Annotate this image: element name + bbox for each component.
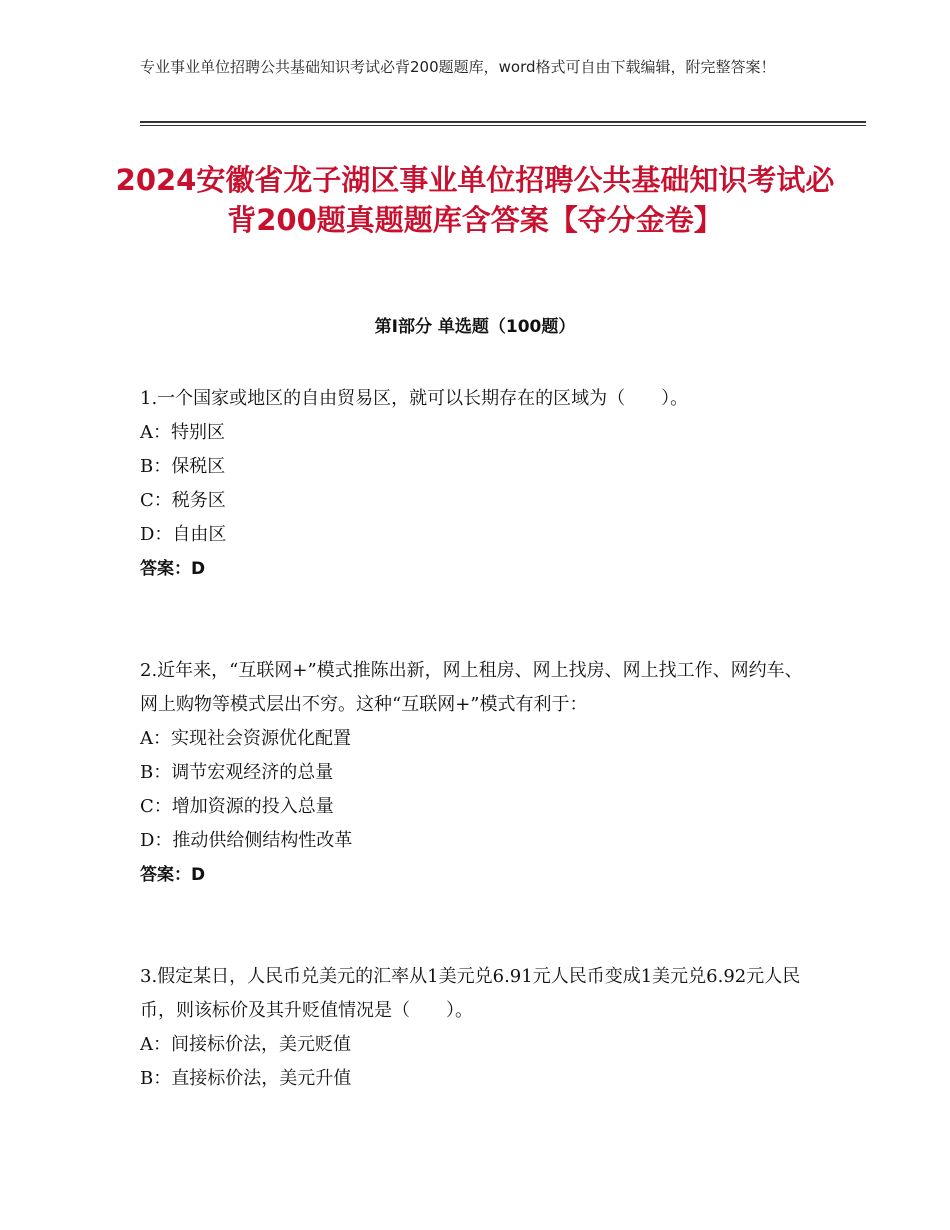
option-a: A：间接标价法，美元贬值 (140, 1034, 351, 1055)
question-stem: 1.一个国家或地区的自由贸易区，就可以长期存在的区域为（ ）。 (140, 388, 689, 409)
option-c: C：增加资源的投入总量 (140, 796, 334, 817)
section-heading: 第Ⅰ部分 单选题（100题） (374, 317, 576, 337)
option-d: D：推动供给侧结构性改革 (140, 830, 353, 851)
header-rule-thin (140, 125, 866, 126)
option-a: A：实现社会资源优化配置 (140, 728, 351, 749)
option-b: B：保税区 (140, 456, 226, 477)
option-b: B：直接标价法，美元升值 (140, 1068, 352, 1089)
option-d: D：自由区 (140, 524, 227, 545)
question-1 (140, 382, 820, 586)
answer: 答案：D (140, 865, 206, 885)
option-b: B：调节宏观经济的总量 (140, 762, 334, 783)
answer: 答案：D (140, 559, 206, 579)
question-stem: 3.假定某日，人民币兑美元的汇率从1美元兑6.91元人民币变成1美元兑6.92元人民币，则该标价及其升贬值情况是（ ）。 (140, 966, 801, 1021)
header-note: 专业事业单位招聘公共基础知识考试必背200题题库，word格式可自由下载编辑，附完整答案！ (140, 58, 776, 76)
header-rule (140, 121, 866, 123)
document-title: 2024安徽省龙子湖区事业单位招聘公共基础知识考试必背200题真题题库含答案【夺分金卷】 (115, 163, 835, 237)
question-2 (140, 654, 820, 892)
question-stem: 2.近年来，“互联网+”模式推陈出新，网上租房、网上找房、网上找工作、网约车、网上购物等模式层出不穷。这种“互联网+”模式有利于： (140, 660, 803, 715)
question-3 (140, 960, 820, 1096)
option-c: C：税务区 (140, 490, 226, 511)
option-a: A：特别区 (140, 422, 225, 443)
